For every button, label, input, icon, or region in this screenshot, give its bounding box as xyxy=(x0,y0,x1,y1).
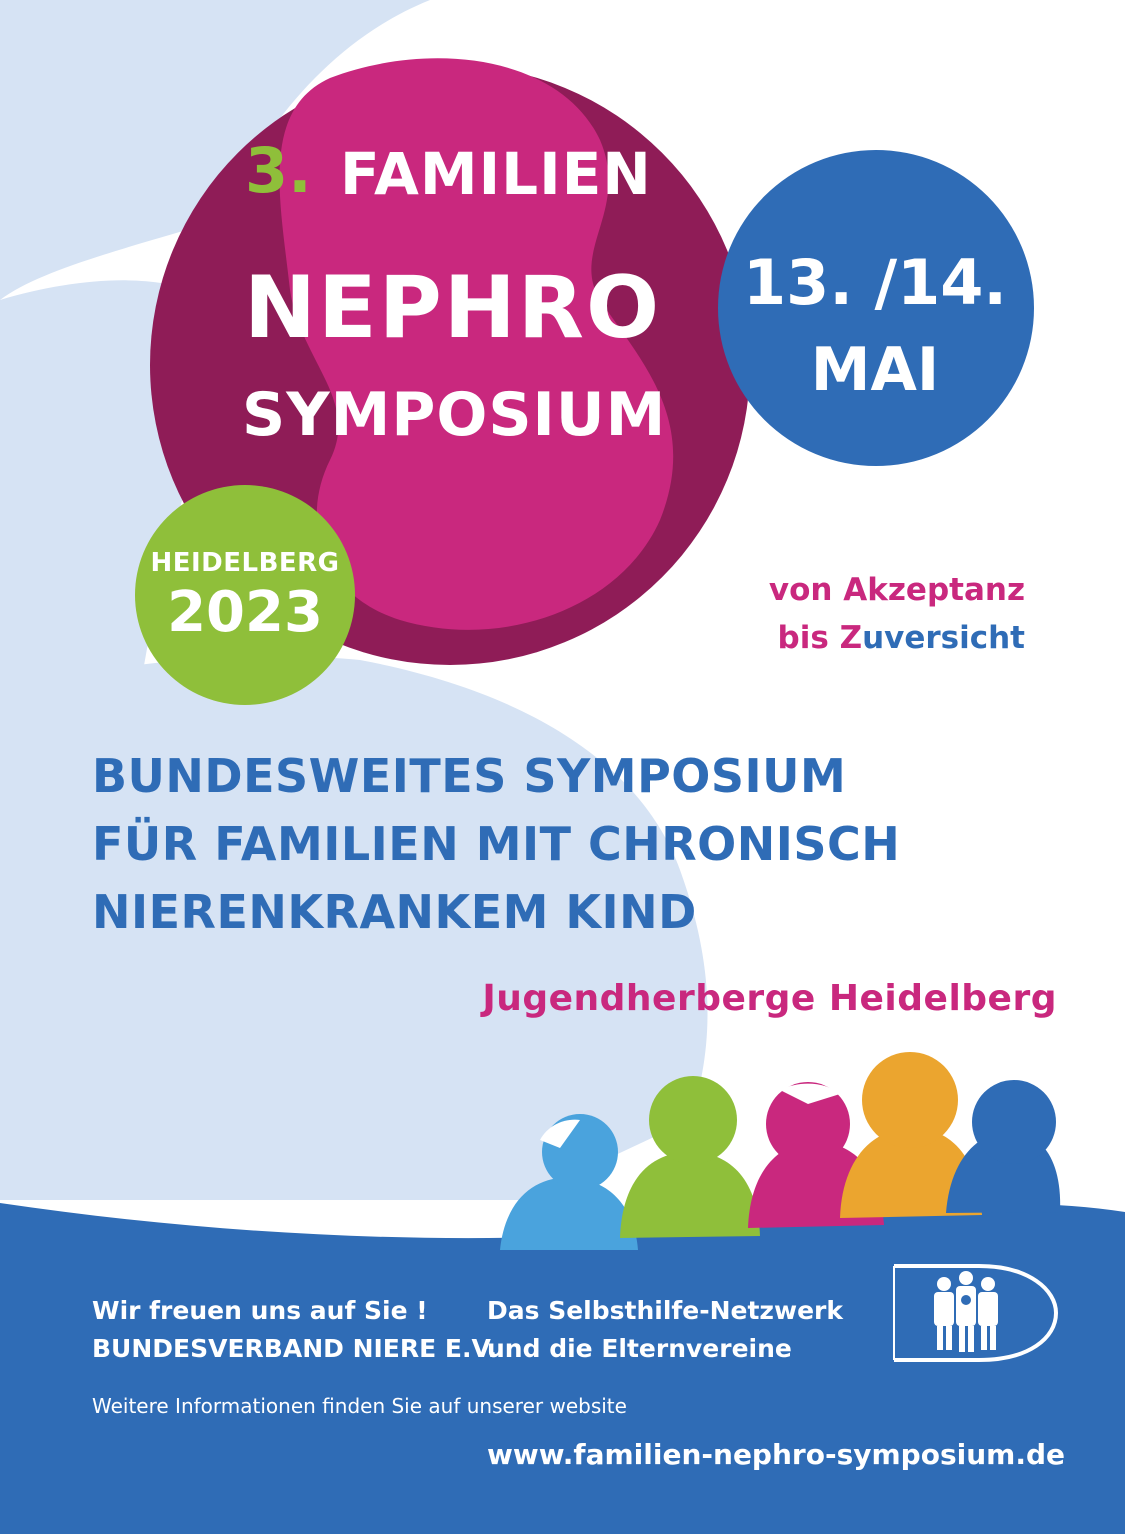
motto-line-1-rest: kzeptanz xyxy=(867,572,1025,608)
motto-line-1-prefix: von xyxy=(768,572,844,608)
footer-right xyxy=(487,1292,843,1368)
venue: Jugendherberge Heidelberg xyxy=(482,978,1057,1019)
date-month: MAI xyxy=(810,335,940,405)
motto xyxy=(769,566,1025,662)
title-line-3: SYMPOSIUM xyxy=(242,380,667,450)
footer-associations: und die Elternvereine xyxy=(487,1334,792,1363)
headline-line-3: NIERENKRANKEM KIND xyxy=(92,885,697,939)
title-line-1: FAMILIEN xyxy=(340,140,652,208)
badge-year: 2023 xyxy=(167,580,323,645)
footer-website-link[interactable]: www.familien-nephro-symposium.de xyxy=(486,1438,1065,1471)
date-days: 13. /14. xyxy=(743,246,1007,319)
badge-city: HEIDELBERG xyxy=(150,548,340,578)
footer-info: Weitere Informationen finden Sie auf unserer website xyxy=(92,1394,627,1418)
motto-line-1-hl: A xyxy=(843,572,868,608)
footer-network: Das Selbsthilfe-Netzwerk xyxy=(487,1296,843,1325)
motto-line-2-hl: Z xyxy=(839,620,863,656)
motto-line-1 xyxy=(769,566,1025,614)
footer-band xyxy=(0,1203,1125,1534)
footer-left xyxy=(92,1292,497,1368)
motto-line-2 xyxy=(769,614,1025,662)
edition-number: 3. xyxy=(245,134,312,207)
motto-line-2-prefix: bis xyxy=(777,620,840,656)
headline-line-2: FÜR FAMILIEN MIT CHRONISCH xyxy=(92,817,901,871)
association-logo-icon xyxy=(884,1262,1060,1364)
headline xyxy=(92,742,900,946)
motto-line-2-rest: uversicht xyxy=(862,620,1025,656)
footer-organization: BUNDESVERBAND NIERE E.V. xyxy=(92,1334,498,1363)
title-line-2: NEPHRO xyxy=(244,258,662,358)
footer-greeting: Wir freuen uns auf Sie ! xyxy=(92,1296,428,1325)
headline-line-1: BUNDESWEITES SYMPOSIUM xyxy=(92,749,847,803)
